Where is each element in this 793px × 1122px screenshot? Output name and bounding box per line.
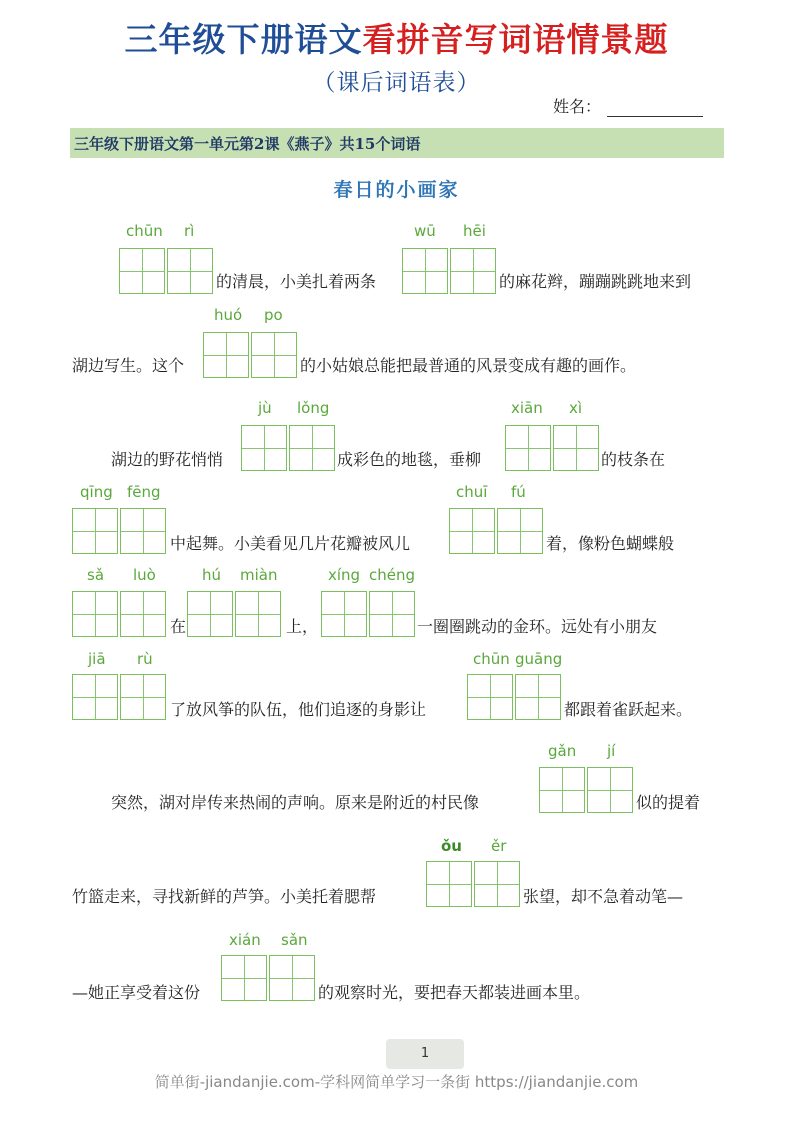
pinyin-ou: ǒu: [441, 837, 462, 855]
pinyin-chui: chuī: [456, 483, 488, 501]
answer-box-ju[interactable]: [241, 425, 287, 471]
story-title: 春日的小画家: [333, 179, 460, 201]
pinyin-cheng: chéng: [369, 566, 416, 584]
pinyin-xian: xiān: [511, 399, 543, 417]
text-line-5c: 一圈圈跳动的金环。远处有小朋友: [417, 617, 658, 636]
name-blank-line[interactable]: [607, 100, 703, 117]
pinyin-ju: jù: [258, 399, 272, 417]
text-line-4b: 着，像粉色蝴蝶般: [546, 534, 675, 553]
text-line-9a: —她正享受着这份: [72, 983, 201, 1002]
name-field: [553, 94, 703, 117]
answer-box-san[interactable]: [269, 955, 315, 1001]
pinyin-po: po: [264, 306, 283, 324]
pinyin-wu: wū: [414, 222, 436, 240]
text-line-2a: 湖边写生。这个: [72, 356, 185, 375]
pinyin-ri: rì: [184, 222, 195, 240]
text-line-1b: 的麻花辫，蹦蹦跳跳地来到: [499, 272, 692, 291]
answer-box-ru[interactable]: [120, 674, 166, 720]
answer-box-wu[interactable]: [402, 248, 448, 294]
pinyin-er: ěr: [491, 837, 507, 855]
pinyin-luo: luò: [133, 566, 156, 584]
pinyin-sa: sǎ: [87, 566, 105, 584]
pinyin-ji: jí: [607, 742, 616, 760]
answer-box-xing[interactable]: [321, 591, 367, 637]
text-line-6b: 都跟着雀跃起来。: [564, 700, 693, 719]
pinyin-gan: gǎn: [548, 742, 577, 760]
text-line-5b: 上，: [286, 617, 319, 636]
pinyin-feng: fēng: [127, 483, 161, 501]
answer-box-long[interactable]: [289, 425, 335, 471]
title-part-2: 看拼音写词语情景题: [362, 20, 669, 59]
text-line-7a: 突然，湖对岸传来热闹的声响。原来是附近的村民像: [111, 793, 480, 812]
answer-box-luo[interactable]: [120, 591, 166, 637]
answer-box-gan[interactable]: [539, 767, 585, 813]
answer-box-cheng[interactable]: [369, 591, 415, 637]
answer-box-chun[interactable]: [119, 248, 165, 294]
pinyin-san: sǎn: [281, 931, 308, 949]
page-number: 1: [386, 1039, 464, 1069]
text-line-6a: 了放风筝的队伍，他们追逐的身影让: [170, 700, 427, 719]
answer-box-chun-2[interactable]: [467, 674, 513, 720]
title-part-1: 三年级下册语文: [124, 20, 363, 59]
text-line-5a: 在: [170, 617, 187, 636]
name-label: 姓名：: [553, 97, 602, 116]
text-line-4a: 中起舞。小美看见几片花瓣被风儿: [170, 534, 411, 553]
text-line-8a: 竹篮走来，寻找新鲜的芦笋。小美托着腮帮: [72, 887, 377, 906]
pinyin-hei: hēi: [463, 222, 486, 240]
pinyin-fu: fú: [511, 483, 526, 501]
answer-box-xian-2[interactable]: [221, 955, 267, 1001]
pinyin-chun: chūn: [126, 222, 163, 240]
pinyin-qing: qīng: [80, 483, 113, 501]
pinyin-xian-2: xián: [229, 931, 261, 949]
page-title: [0, 14, 793, 61]
pinyin-huo: huó: [214, 306, 243, 324]
answer-box-sa[interactable]: [72, 591, 118, 637]
pinyin-mian: miàn: [240, 566, 278, 584]
answer-box-ou[interactable]: [426, 861, 472, 907]
answer-box-qing[interactable]: [72, 508, 118, 554]
answer-box-fu[interactable]: [497, 508, 543, 554]
answer-box-chui[interactable]: [449, 508, 495, 554]
answer-box-xi[interactable]: [553, 425, 599, 471]
answer-box-ri[interactable]: [167, 248, 213, 294]
pinyin-chun-2: chūn: [473, 650, 510, 668]
lesson-band: [70, 128, 724, 158]
text-line-3c: 的枝条在: [601, 450, 666, 469]
answer-box-huo[interactable]: [203, 332, 249, 378]
answer-box-guang[interactable]: [515, 674, 561, 720]
answer-box-hu[interactable]: [187, 591, 233, 637]
pinyin-jia: jiā: [88, 650, 106, 668]
answer-box-ji[interactable]: [587, 767, 633, 813]
pinyin-long: lǒng: [297, 399, 330, 417]
text-line-8b: 张望，却不急着动笔—: [523, 887, 684, 906]
text-line-3a: 湖边的野花悄悄: [111, 450, 224, 469]
text-line-3b: 成彩色的地毯，垂柳: [337, 450, 482, 469]
answer-box-er[interactable]: [474, 861, 520, 907]
text-line-1a: 的清晨，小美扎着两条: [216, 272, 377, 291]
pinyin-xi: xì: [569, 399, 583, 417]
pinyin-ru: rù: [137, 650, 153, 668]
text-line-7b: 似的提着: [636, 793, 701, 812]
answer-box-mian[interactable]: [235, 591, 281, 637]
answer-box-po[interactable]: [251, 332, 297, 378]
answer-box-jia[interactable]: [72, 674, 118, 720]
text-line-9b: 的观察时光，要把春天都装进画本里。: [318, 983, 591, 1002]
page-subtitle: （课后词语表）: [312, 70, 481, 96]
answer-box-xian[interactable]: [505, 425, 551, 471]
lesson-band-text: 三年级下册语文第一单元第2课《燕子》共15个词语: [74, 135, 421, 153]
pinyin-xing: xíng: [328, 566, 361, 584]
answer-box-hei[interactable]: [450, 248, 496, 294]
text-line-2b: 的小姑娘总能把最普通的风景变成有趣的画作。: [300, 356, 637, 375]
footer-text: 简单街-jiandanjie.com-学科网简单学习一条街 https://jiandanjie.com: [154, 1073, 639, 1091]
pinyin-guang: guāng: [515, 650, 563, 668]
answer-box-feng[interactable]: [120, 508, 166, 554]
pinyin-hu: hú: [202, 566, 222, 584]
